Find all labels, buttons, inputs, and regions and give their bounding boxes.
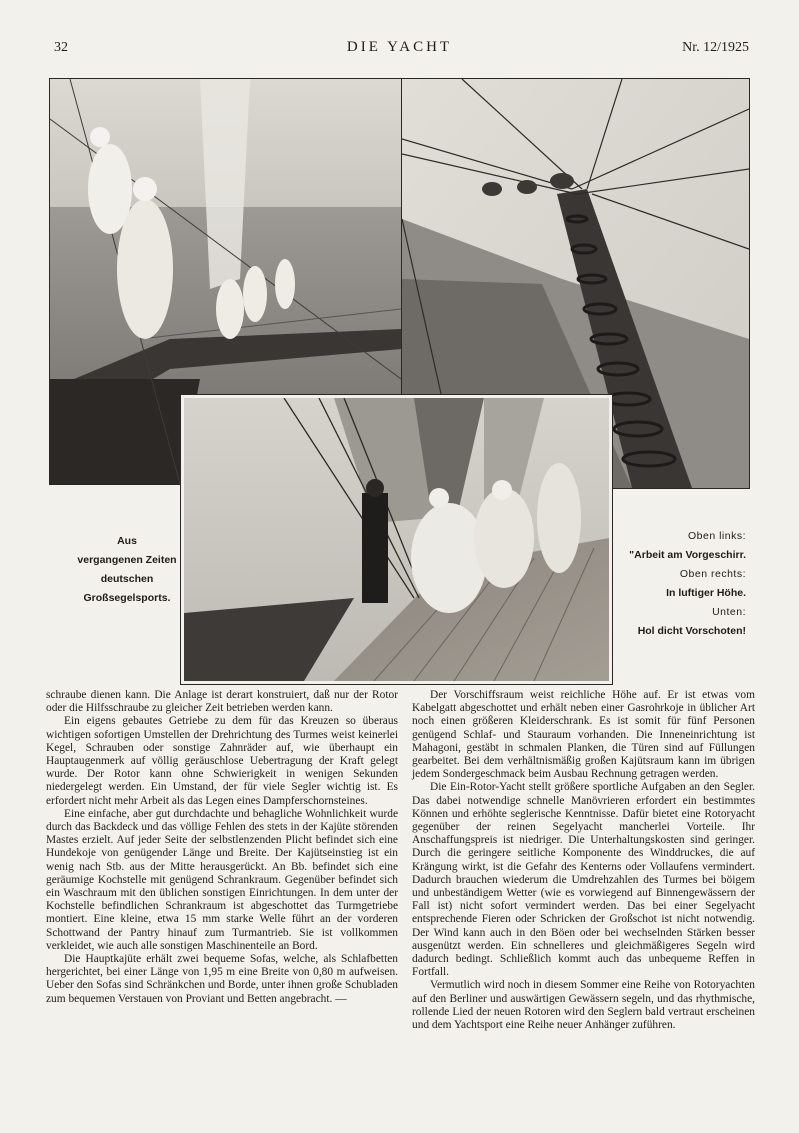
caption-top-left-title: "Arbeit am Vorgeschirr. <box>629 549 746 561</box>
article-paragraph: Eine einfache, aber gut durchdachte und behagliche Wohnlichkeit wurde durch das Backdeck und das völlige Fehlen des stets in der Kajüte störenden Mastes erzielt. Auf jeder Seite der selbstlenzenden Plicht befindet sich eine Hundekoje von genügender Länge und Breite. Der Kajütseinstieg ist ein wenig nach Stb. aus der Mitte herausgerückt. An Bb. befindet sich eine geräumige Kochstelle mit genügend Schrankraum. Gegenüber befindet sich ein Waschraum mit den üblichen sonstigen Einrichtungen. In dem unter der Kochstelle befindlichen Schrankraum ist abgeschottet das Turmgetriebe montiert. Eine kleine, etwa 15 mm starke Welle führt an der vorderen Schottwand der Pantry hinauf zum Turmantrieb. Sie ist vollkommen verkleidet, wie auch alle sonstigen Maschinenteile an Bord. <box>46 807 398 952</box>
journal-title: DIE YACHT <box>346 39 453 55</box>
caption-right <box>612 527 746 641</box>
photo-crew-on-deck-image <box>184 398 609 681</box>
caption-left <box>52 532 202 608</box>
caption-top-left-label: Oben links: <box>687 530 746 542</box>
caption-left-line: deutschen <box>100 573 154 585</box>
article-paragraph: Die Ein-Rotor-Yacht stellt größere sportliche Aufgaben an den Segler. Das dabei notwendige schnelle Manövrieren erfordert ein bestimmtes Können und erhöhte seglerische Kenntnisse. Dafür bietet eine Rotoryacht gegenüber der reinen Segelyacht mancherlei Vorteile. Ihr Anschaffungspreis ist niedriger. Die Unterhaltungskosten sind geringer. Durch die geringere seitliche Komponente des Winddruckes, die auf Krängung wirkt, ist die Gefahr des Kenterns oder Vollaufens vermindert. Dadurch brauchen wiederum die Umdrehzahlen des Turmes bei böigem und unbeständigem Wetter (wie es vorwiegend auf Binnengewässern der Fall ist) nicht sofort vermindert werden. Das bei einer Segelyacht entsprechende Fieren oder Schricken der Großschot ist nicht notwendig. Der Wind kann auch in den Böen oder bei wechselnden Stärken besser ausgenützt werden. Ein schnelleres und gleichmäßigeres Segeln wird dadurch bedingt. Schließlich kommt auch das unbequeme Reffen in Fortfall. <box>412 781 755 979</box>
article-paragraph: schraube dienen kann. Die Anlage ist derart konstruiert, daß nur der Rotor oder die Hilfsschraube zu gleicher Zeit betrieben werden kann. <box>46 689 398 715</box>
caption-bottom-label: Unten: <box>712 606 746 618</box>
article-paragraph: Ein eigens gebautes Getriebe zu dem für das Kreuzen so überaus wichtigen sofortigen Umstellen der Drehrichtung des Turmes weist keinerlei Kegel, Schrauben oder sonstige Zahnräder auf, wie überhaupt ein Hauptaugenmerk auf völlig geräuschlose Uebertragung der Kraft gelegt wurde. Der Rotor kann ohne Schwierigkeit in wenigen Sekunden niedergelegt werden. Ein Umstand, der für viele Segler wichtig ist. Es erfordert nicht mehr Arbeit als das Legen eines Dampferschornsteines. <box>46 715 398 807</box>
caption-left-line: Großsegelsports. <box>83 592 171 604</box>
article-column-left <box>46 689 398 1006</box>
caption-left-line: vergangenen Zeiten <box>77 554 177 566</box>
caption-left-line: Aus <box>117 535 137 547</box>
photo-hol-dicht-vorschoten <box>181 395 612 684</box>
caption-top-right-title: In luftiger Höhe. <box>666 587 746 599</box>
issue-number: Nr. 12/1925 <box>682 40 749 55</box>
caption-bottom-title: Hol dicht Vorschoten! <box>637 625 746 637</box>
caption-top-right-label: Oben rechts: <box>679 568 746 580</box>
article-paragraph: Die Hauptkajüte erhält zwei bequeme Sofas, welche, als Schlafbetten hergerichtet, bei einer Länge von 1,95 m eine Breite von 0,80 m aufweisen. Ueber den Sofas sind Schränkchen und Borde, unter ihnen große Schubladen zum bequemen Verstauen von Proviant und Betten angebracht. — <box>46 953 398 1005</box>
article-paragraph: Vermutlich wird noch in diesem Sommer eine Reihe von Rotoryachten auf den Berliner und auswärtigen Gewässern segeln, und das rhythmische, rollende Lied der neuen Rotoren wird den Seglern bald vertraut erscheinen und dem Yachtsport eine Reihe neuer Anhänger zuführen. <box>412 979 755 1032</box>
article-paragraph: Der Vorschiffsraum weist reichliche Höhe auf. Er ist etwas vom Kabelgatt abgeschottet und erhält neben einer Gasrohrkoje in üblicher Art noch einen größeren Kleiderschrank. Es ist somit für fünf Personen genügend Schlaf- und Stauraum vorhanden. Die Inneneinrichtung ist Mahagoni, gestäbt in schmalen Planken, die Türen sind auf Füllungen gearbeitet. Bei dem verhältnismäßig großen Kajütsraum kann im übrigen jedem Sondergeschmack beim Ausbau Rechnung getragen werden. <box>412 689 755 781</box>
page-number: 32 <box>54 40 68 55</box>
article-column-right <box>412 689 755 1032</box>
